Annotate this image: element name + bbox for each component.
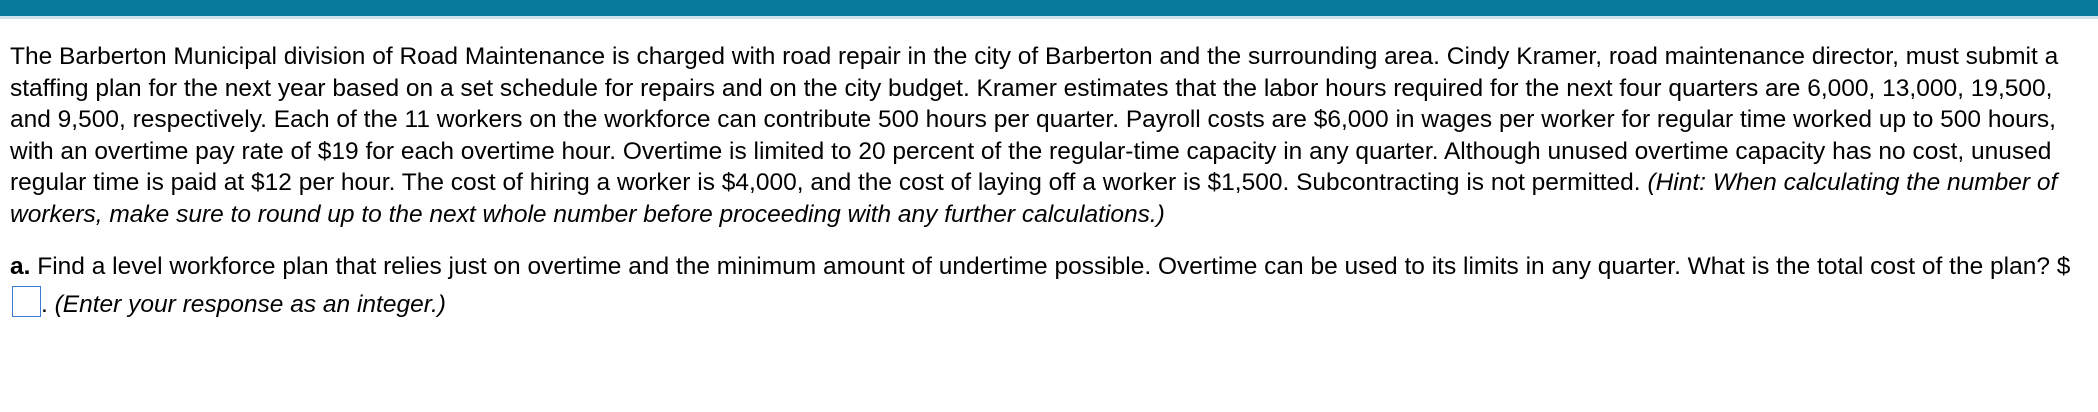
answer-instruction: (Enter your response as an integer.)	[54, 290, 446, 318]
answer-trailing-period: .	[41, 290, 48, 318]
answer-input[interactable]	[12, 286, 41, 317]
question-part-a	[10, 248, 2090, 324]
header-accent-shadow	[0, 16, 2098, 19]
question-content	[10, 41, 2090, 324]
header-accent-bar	[0, 0, 2098, 16]
problem-hint: (Hint: When calculating the number of workers, make sure to round up to the next whole number before proceeding with any further calculations.)	[10, 169, 2058, 228]
problem-text: The Barberton Municipal division of Road Maintenance is charged with road repair in the city of Barberton and the surrounding area. Cindy Kramer, road maintenance director, must submit a staffing plan for the next year based on a set schedule for repairs and on the city budget. Kramer estimates that the labor hours required for the next four quarters are 6,000, 13,000, 19,500, and 9,500, respectively. Each of the 11 workers on the workforce can contribute 500 hours per quarter. Payroll costs are $6,000 in wages per worker for regular time worked up to 500 hours, with an overtime pay rate of $19 for each overtime hour. Overtime is limited to 20 percent of the regular-time capacity in any quarter. Although unused overtime capacity has no cost, unused regular time is paid at $12 per hour. The cost of hiring a worker is $4,000, and the cost of laying off a worker is $1,500. Subcontracting is not permitted.	[10, 43, 2059, 197]
question-text: Find a level workforce plan that relies just on overtime and the minimum amount of undertime possible. Overtime can be used to its limits in any quarter. What is the total cost of the plan? $	[37, 252, 2071, 280]
problem-statement	[10, 41, 2090, 231]
part-label: a.	[10, 252, 31, 280]
